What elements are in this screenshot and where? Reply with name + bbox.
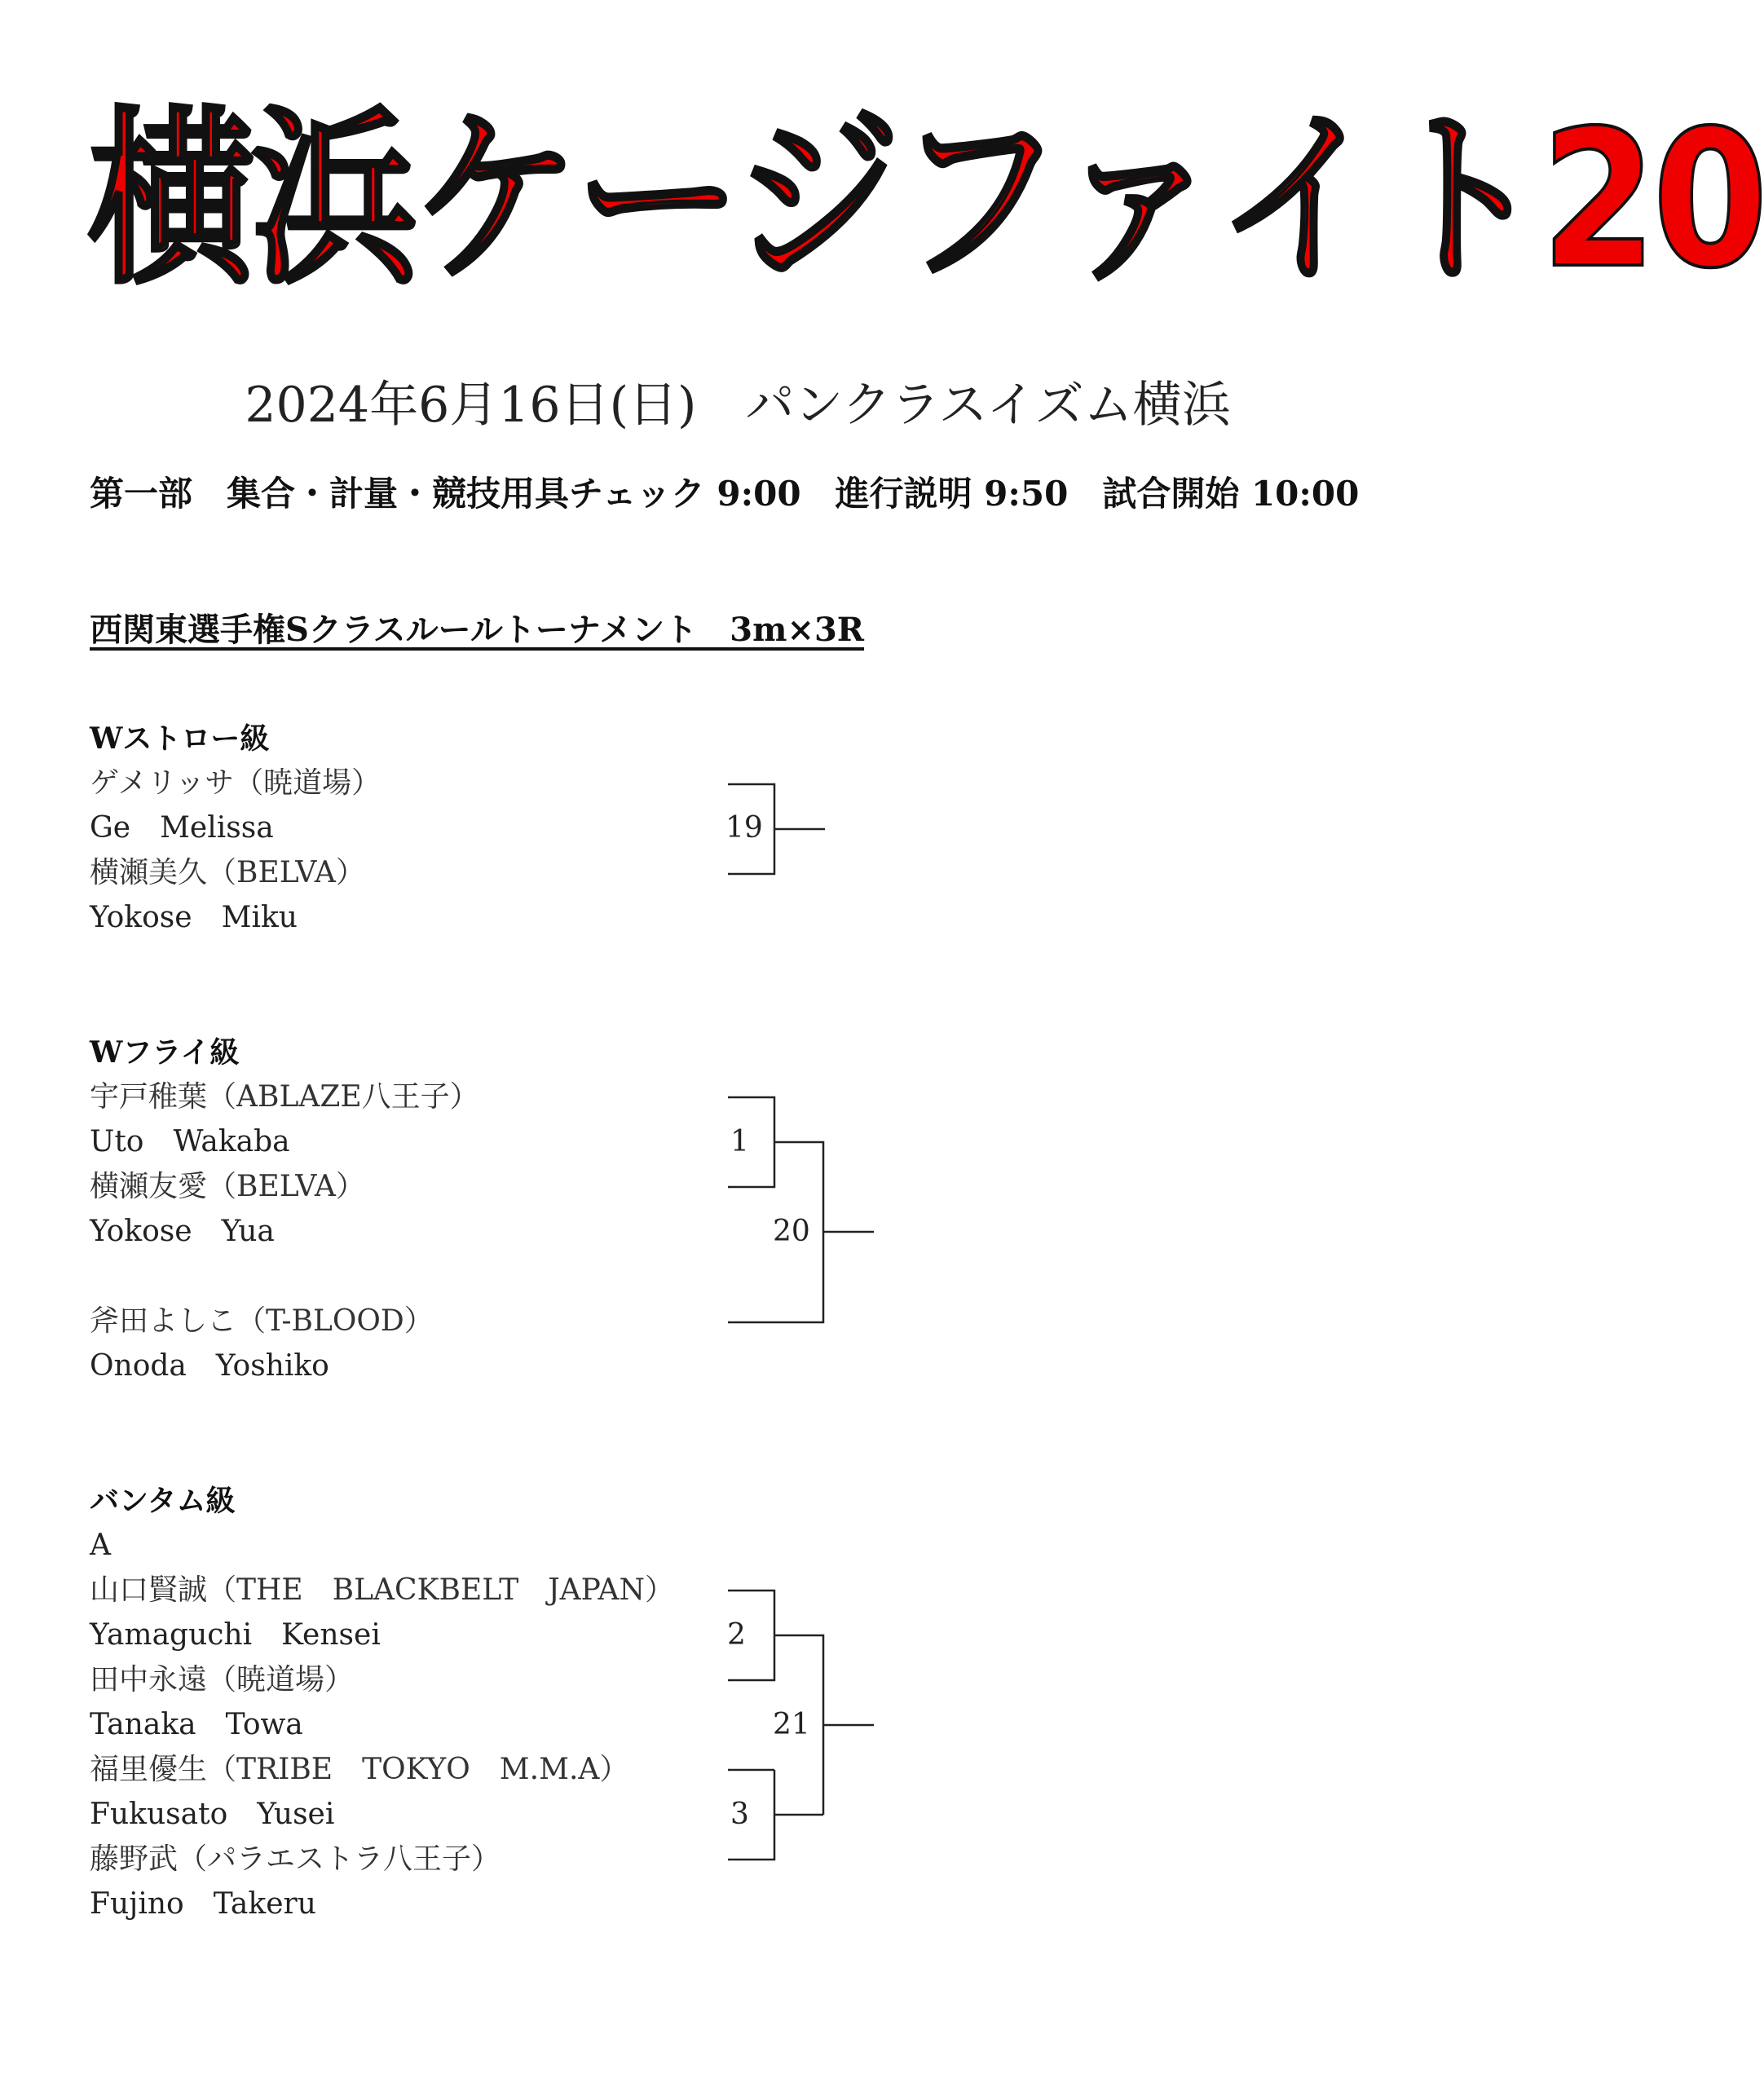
fighter-name-en: Ge Melissa: [90, 811, 274, 845]
fighter-name-en: Onoda Yoshiko: [90, 1349, 329, 1383]
bracket-line: [728, 1097, 874, 1322]
fighter-name-ja: 宇戸稚葉（ABLAZE八王子）: [90, 1080, 479, 1114]
fighter-name-en: Uto Wakaba: [90, 1125, 290, 1158]
division-heading: Wストロー級: [90, 721, 270, 756]
block-label: A: [90, 1529, 111, 1562]
fighter-name-en: Fukusato Yusei: [90, 1798, 335, 1831]
fighter-name-en: Yamaguchi Kensei: [90, 1618, 381, 1652]
fighter-name-en: Fujino Takeru: [90, 1887, 316, 1921]
fighter-name-en: Tanaka Towa: [90, 1708, 303, 1741]
bracket-line: [728, 1591, 874, 1860]
schedule-line: 第一部 集合・計量・競技用具チェック 9:00 進行説明 9:50 試合開始 10:00: [90, 474, 1360, 514]
fighter-name-ja: ゲメリッサ（暁道場）: [90, 766, 381, 800]
division-heading: バンタム級: [90, 1484, 236, 1518]
event-title: 横浜ケージファイト20: [88, 90, 1764, 310]
bout-number: 21: [773, 1708, 810, 1741]
fighter-name-ja: 藤野武（パラエストラ八王子）: [90, 1842, 501, 1876]
fighter-name-ja: 横瀬美久（BELVA）: [90, 856, 365, 889]
bout-number: 20: [773, 1215, 810, 1248]
fighter-name-ja: 山口賢誠（THE BLACKBELT JAPAN）: [90, 1573, 675, 1607]
bracket-line: [728, 784, 825, 874]
fighter-name-ja: 斧田よしこ（T-BLOOD）: [90, 1304, 434, 1338]
division-heading: Wフライ級: [90, 1035, 240, 1070]
fighter-name-ja: 田中永遠（暁道場）: [90, 1663, 355, 1697]
bout-number: 2: [727, 1618, 746, 1652]
tournament-title: 西関東選手権Sクラスルールトーナメント 3m×3R: [90, 611, 865, 649]
bout-number: 3: [730, 1798, 749, 1831]
fighter-name-en: Yokose Miku: [90, 901, 298, 934]
fighter-name-en: Yokose Yua: [90, 1215, 275, 1248]
bout-number: 1: [730, 1125, 749, 1158]
fighter-name-ja: 福里優生（TRIBE TOKYO M.M.A）: [90, 1753, 629, 1786]
bout-number: 19: [725, 811, 763, 845]
event-date-venue: 2024年6月16日(日) パンクラスイズム横浜: [245, 377, 1231, 434]
fighter-name-ja: 横瀬友愛（BELVA）: [90, 1170, 365, 1203]
